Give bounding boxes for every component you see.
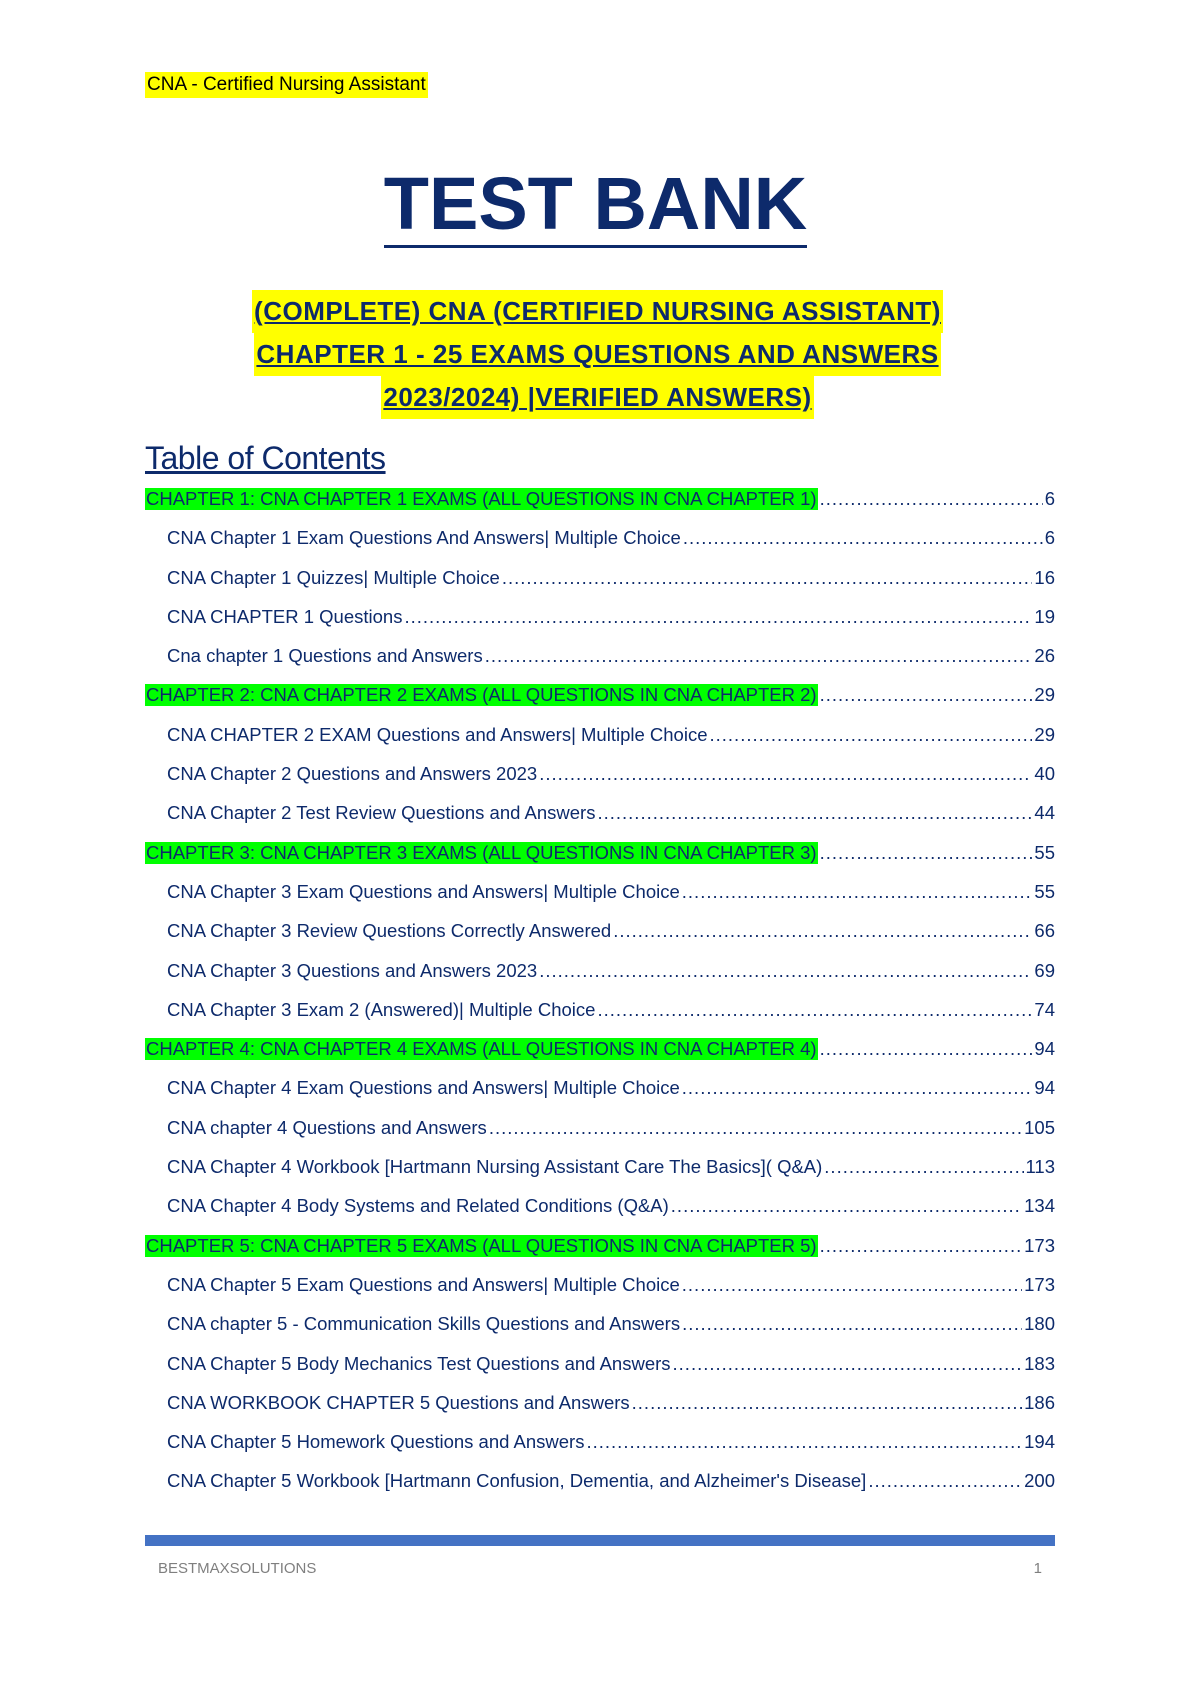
toc-entry-page: 134 xyxy=(1024,1195,1055,1217)
toc-entry-page: 94 xyxy=(1034,1038,1055,1060)
toc-entry-page: 55 xyxy=(1034,880,1055,902)
toc-entry-section[interactable] xyxy=(145,724,1055,763)
toc-entry-text: CNA CHAPTER 2 EXAM Questions and Answers| Multiple Choice xyxy=(167,723,708,745)
toc-leader-dots xyxy=(404,606,1032,628)
toc-leader-dots xyxy=(682,881,1033,903)
toc-entry-text: CNA CHAPTER 1 Questions xyxy=(167,605,403,627)
toc-entry-page: 94 xyxy=(1034,1077,1055,1099)
toc-leader-dots xyxy=(683,527,1043,549)
toc-entry-text: CHAPTER 3: CNA CHAPTER 3 EXAMS (ALL QUESTIONS IN CNA CHAPTER 3) xyxy=(146,841,817,863)
toc-entry-page: 173 xyxy=(1024,1234,1055,1256)
toc-heading: Table of Contents xyxy=(145,440,386,476)
toc-entry-section[interactable] xyxy=(145,999,1055,1038)
toc-leader-dots xyxy=(824,1156,1023,1178)
header-label: CNA - Certified Nursing Assistant xyxy=(145,72,428,98)
toc-entry-section[interactable] xyxy=(145,1353,1055,1392)
toc-entry-text: CNA Chapter 3 Questions and Answers 2023 xyxy=(167,959,538,981)
toc-entry-text: CNA chapter 4 Questions and Answers xyxy=(167,1116,487,1138)
toc-leader-dots xyxy=(539,960,1032,982)
toc-entry-section[interactable] xyxy=(145,1156,1055,1195)
toc-leader-dots xyxy=(502,567,1033,589)
toc-entry-text: CNA WORKBOOK CHAPTER 5 Questions and Answers xyxy=(167,1391,630,1413)
toc-entry-section[interactable] xyxy=(145,606,1055,645)
toc-entry-text: CNA Chapter 4 Exam Questions and Answers| Multiple Choice xyxy=(167,1077,680,1099)
toc-leader-dots xyxy=(485,645,1033,667)
toc-entry-text: CNA Chapter 5 Exam Questions and Answers| Multiple Choice xyxy=(167,1273,680,1295)
toc-entry-section[interactable] xyxy=(145,645,1055,684)
toc-entry-chapter[interactable] xyxy=(145,1038,1055,1077)
toc-leader-dots xyxy=(820,1038,1033,1060)
toc-leader-dots xyxy=(710,724,1033,746)
toc-leader-dots xyxy=(489,1117,1022,1139)
toc-entry-text: CNA Chapter 2 Test Review Questions and Answers xyxy=(167,802,596,824)
toc-entry-section[interactable] xyxy=(145,802,1055,841)
toc-entry-text: CNA Chapter 4 Workbook [Hartmann Nursing Assistant Care The Basics]( Q&A) xyxy=(167,1156,823,1178)
toc-entry-chapter[interactable] xyxy=(145,842,1055,881)
toc-entry-page: 200 xyxy=(1024,1470,1055,1492)
toc-entry-page: 6 xyxy=(1044,488,1055,509)
toc-entry-page: 105 xyxy=(1024,1116,1055,1138)
toc-leader-dots xyxy=(682,1077,1033,1099)
toc-entry-page: 183 xyxy=(1024,1352,1055,1374)
toc-entry-chapter[interactable] xyxy=(145,488,1055,527)
toc-entry-text: CHAPTER 2: CNA CHAPTER 2 EXAMS (ALL QUESTIONS IN CNA CHAPTER 2) xyxy=(146,684,817,706)
main-title xyxy=(0,160,1191,248)
toc-entry-page: 55 xyxy=(1034,841,1055,863)
toc-entry-page: 19 xyxy=(1034,605,1055,627)
toc-leader-dots xyxy=(820,1235,1023,1257)
toc-leader-dots xyxy=(597,999,1032,1021)
toc-entry-section[interactable] xyxy=(145,567,1055,606)
toc-entry-section[interactable] xyxy=(145,1470,1055,1509)
toc-entry-section[interactable] xyxy=(145,527,1055,566)
toc-leader-dots xyxy=(539,763,1032,785)
toc-entry-text: CNA Chapter 2 Questions and Answers 2023 xyxy=(167,763,538,785)
toc-entry-page: 6 xyxy=(1044,527,1055,549)
toc-entry-page: 44 xyxy=(1034,802,1055,824)
toc-entry-text: CNA Chapter 3 Exam 2 (Answered)| Multiple Choice xyxy=(167,998,596,1020)
toc-leader-dots xyxy=(868,1470,1022,1492)
toc-entry-section[interactable] xyxy=(145,960,1055,999)
toc-entry-text: CNA Chapter 1 Quizzes| Multiple Choice xyxy=(167,566,500,588)
toc-leader-dots xyxy=(682,1313,1022,1335)
toc-entry-page: 66 xyxy=(1034,920,1055,942)
main-title-text: TEST BANK xyxy=(384,162,807,248)
toc-leader-dots xyxy=(671,1195,1022,1217)
footer-rule xyxy=(145,1535,1055,1546)
toc-entry-page: 113 xyxy=(1025,1156,1055,1178)
toc-entry-text: CHAPTER 4: CNA CHAPTER 4 EXAMS (ALL QUESTIONS IN CNA CHAPTER 4) xyxy=(146,1038,817,1060)
toc-entry-page: 29 xyxy=(1034,684,1055,706)
subtitle xyxy=(145,290,1050,419)
toc-entry-text: CHAPTER 5: CNA CHAPTER 5 EXAMS (ALL QUESTIONS IN CNA CHAPTER 5) xyxy=(146,1234,817,1256)
toc-leader-dots xyxy=(820,842,1033,864)
toc-entry-section[interactable] xyxy=(145,1431,1055,1470)
toc-entry-page: 74 xyxy=(1034,998,1055,1020)
toc-entry-text: CNA Chapter 1 Exam Questions And Answers| Multiple Choice xyxy=(167,527,681,549)
toc-entry-page: 40 xyxy=(1034,763,1055,785)
toc-entry-section[interactable] xyxy=(145,881,1055,920)
toc-leader-dots xyxy=(597,802,1032,824)
toc-leader-dots xyxy=(820,488,1043,510)
toc-leader-dots xyxy=(820,684,1033,706)
toc-entry-page: 194 xyxy=(1024,1431,1055,1453)
footer-page-number: 1 xyxy=(1033,1560,1042,1577)
toc-leader-dots xyxy=(586,1431,1022,1453)
toc-entry-text: CNA Chapter 4 Body Systems and Related Conditions (Q&A) xyxy=(167,1195,669,1217)
toc-entry-section[interactable] xyxy=(145,1313,1055,1352)
subtitle-line-2: CHAPTER 1 - 25 EXAMS QUESTIONS AND ANSWERS xyxy=(254,333,940,376)
toc-entry-section[interactable] xyxy=(145,763,1055,802)
toc-entry-page: 16 xyxy=(1034,566,1055,588)
toc-entry-page: 26 xyxy=(1034,645,1055,667)
toc-leader-dots xyxy=(673,1353,1023,1375)
toc-entry-text: CNA chapter 5 - Communication Skills Questions and Answers xyxy=(167,1313,681,1335)
toc-entry-section[interactable] xyxy=(145,1274,1055,1313)
toc-entry-section[interactable] xyxy=(145,920,1055,959)
toc-entry-chapter[interactable] xyxy=(145,1235,1055,1274)
toc-entry-section[interactable] xyxy=(145,1392,1055,1431)
toc-entry-page: 180 xyxy=(1024,1313,1055,1335)
toc-entry-text: Cna chapter 1 Questions and Answers xyxy=(167,645,483,667)
toc-entry-page: 173 xyxy=(1024,1273,1055,1295)
toc-entry-chapter[interactable] xyxy=(145,684,1055,723)
toc-entry-text: CHAPTER 1: CNA CHAPTER 1 EXAMS (ALL QUESTIONS IN CNA CHAPTER 1) xyxy=(146,488,817,509)
toc-entry-page: 69 xyxy=(1034,959,1055,981)
toc-entry-page: 186 xyxy=(1024,1391,1055,1413)
toc-entry-text: CNA Chapter 3 Review Questions Correctly Answered xyxy=(167,920,612,942)
toc-entry-page: 29 xyxy=(1034,723,1055,745)
toc-entry-section[interactable] xyxy=(145,1077,1055,1116)
toc-entry-text: CNA Chapter 5 Body Mechanics Test Questions and Answers xyxy=(167,1352,671,1374)
footer-publisher: BESTMAXSOLUTIONS xyxy=(158,1560,317,1577)
table-of-contents xyxy=(145,488,1055,1510)
toc-entry-text: CNA Chapter 5 Workbook [Hartmann Confusion, Dementia, and Alzheimer's Disease] xyxy=(167,1470,867,1492)
toc-entry-text: CNA Chapter 5 Homework Questions and Answers xyxy=(167,1431,585,1453)
subtitle-line-1: (COMPLETE) CNA (CERTIFIED NURSING ASSISTANT) xyxy=(252,290,943,333)
subtitle-line-3: 2023/2024) |VERIFIED ANSWERS) xyxy=(381,376,813,419)
toc-leader-dots xyxy=(682,1274,1022,1296)
toc-entry-section[interactable] xyxy=(145,1195,1055,1234)
toc-entry-section[interactable] xyxy=(145,1117,1055,1156)
toc-leader-dots xyxy=(632,1392,1022,1414)
toc-entry-text: CNA Chapter 3 Exam Questions and Answers| Multiple Choice xyxy=(167,880,680,902)
toc-leader-dots xyxy=(613,920,1032,942)
